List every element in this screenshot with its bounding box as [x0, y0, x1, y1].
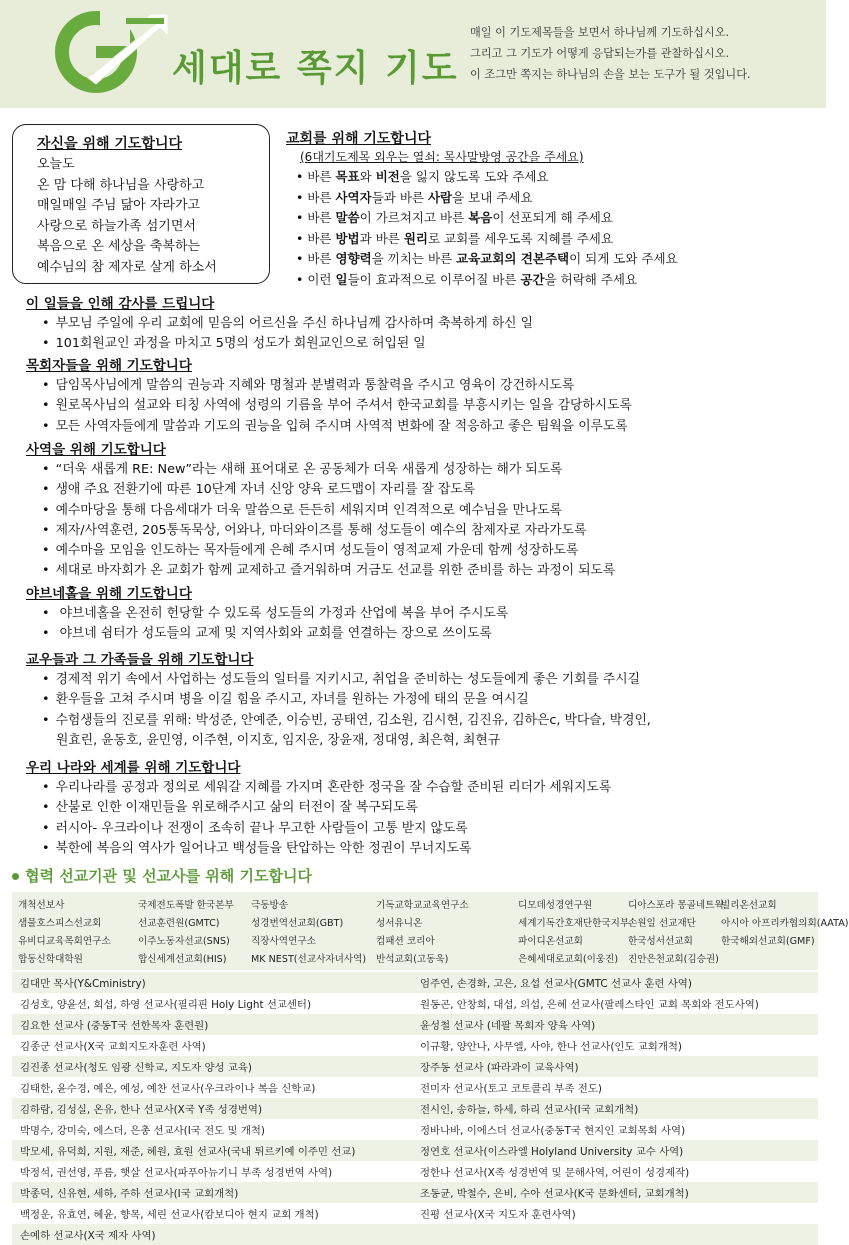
item-text: • 바른: [296, 230, 336, 246]
organization-name: 디아스포라 몽골네트웍: [628, 900, 724, 911]
organization-name: 한국성서선교회: [628, 936, 693, 947]
missionary-entry: 김태한, 윤수경, 예은, 예성, 예찬 선교사(우크라이나 복음 신학교): [20, 1083, 316, 1095]
mission-section: [12, 864, 849, 1245]
organization-name: 샘물호스피스선교회: [18, 918, 102, 929]
organization-name: 극동방송: [251, 900, 289, 911]
section-title: 야브네홀을 위해 기도합니다: [26, 586, 192, 602]
missionary-row: [12, 1035, 818, 1056]
section-item: • 경제적 위기 속에서 사업하는 성도들의 일터를 지키시고, 취업을 준비하는 성도들에게 좋은 기회를 주시길: [26, 670, 816, 690]
self-prayer-line: 복음으로 온 세상을 축복하는: [37, 239, 201, 254]
header-desc-line: 그리고 그 기도가 어떻게 응답되는가를 관찰하십시오.: [470, 47, 730, 60]
organization-name: 이주노동자선교(SNS): [138, 936, 230, 947]
section-item: • 예수마을 모임을 인도하는 목자들에게 은혜 주시며 성도들이 영적교제 가운데 함께 성장하도록: [26, 541, 816, 561]
item-text: 을 보내 주세요: [452, 189, 533, 205]
section-item-continued: 원효린, 윤동호, 윤민영, 이주현, 이지호, 임지운, 장윤재, 정대영, 최은혁, 최현규: [56, 732, 501, 748]
missionary-entry: 김종군 선교사(X국 교회지도자훈련 사역): [20, 1041, 206, 1053]
missionary-entry: 윤성철 선교사 (네팔 목회자 양육 사역): [420, 1020, 596, 1032]
missionary-entry: 이규황, 양안나, 사무엘, 사야, 한나 선교사(인도 교회개척): [420, 1041, 682, 1053]
members-section: [26, 650, 816, 751]
church-prayer-section: [286, 128, 816, 290]
missionary-entry: 정바나바, 이에스더 선교사(중동T국 현지인 교회목회 사역): [420, 1125, 686, 1137]
yavneh-section: [26, 584, 816, 645]
header-desc-line: 이 조그만 쪽지는 하나님의 손을 보는 도구가 될 것입니다.: [470, 68, 751, 81]
item-text: 들이 효과적으로 이루어질 바른: [347, 271, 521, 287]
section-item: • 예수마당을 통해 다음세대가 더욱 말씀으로 든든히 세워지며 인격적으로 예수님을 만나도록: [26, 501, 816, 521]
organization-name: 반석교회(고동욱): [376, 954, 449, 965]
missionary-entry: 정연호 선교사(이스라엘 Holyland University 교수 사역): [420, 1146, 684, 1158]
item-bold: 일: [335, 271, 348, 287]
section-item: • 북한에 복음의 역사가 일어나고 백성들을 탄압하는 악한 정권이 무너지도록: [26, 839, 816, 859]
item-text: 을 허락해 주세요: [544, 271, 638, 287]
missionary-list: [12, 972, 818, 1245]
organization-name: 파이디온선교회: [518, 936, 583, 947]
missionary-entry: 진평 선교사(X국 지도자 훈련사역): [420, 1209, 576, 1221]
ministry-section: [26, 440, 816, 582]
item-bold: 공간: [520, 271, 545, 287]
item-text: • 바른: [296, 251, 336, 266]
section-title: 교우들과 그 가족들을 위해 기도합니다: [26, 652, 254, 668]
thanks-section: [26, 294, 816, 355]
section-item: • 101회원교인 과정을 마치고 5명의 성도가 회원교인으로 허입된 일: [26, 334, 816, 354]
missionary-row: [12, 993, 818, 1014]
church-prayer-item: [286, 229, 816, 250]
organization-name: 은혜세대로교회(이웅진): [518, 954, 619, 965]
section-item: • “더욱 새롭게 RE: New”라는 새해 표어대로 온 공동체가 더욱 새롭게 성장하는 해가 되도록: [26, 460, 816, 480]
missionary-row: [12, 1077, 818, 1098]
missionary-entry: 김성호, 양윤선, 희섭, 하영 선교사(필리핀 Holy Light 선교센터): [20, 999, 312, 1011]
item-bold: 사람: [427, 189, 453, 205]
section-item: • 수험생들의 진로를 위해: 박성준, 안예준, 이승빈, 공태연, 김소원, 김시현, 김진유, 김하은c, 박다슬, 박경인,: [26, 711, 816, 731]
missionary-row: [12, 1119, 818, 1140]
nation-section: [26, 758, 816, 859]
organization-name: 아시아 아프리카협의회(AATA): [721, 918, 849, 929]
self-prayer-title: 자신을 위해 기도합니다: [37, 136, 182, 152]
missionary-entry: 전미자 선교사(토고 코토콜리 부족 전도): [420, 1083, 602, 1095]
church-prayer-item: [286, 249, 816, 270]
missionary-entry: 정한나 선교사(X족 성경번역 및 문해사역, 어린이 성경제작): [420, 1167, 690, 1179]
item-text: 이 선포되게 해 주세요: [492, 210, 613, 225]
missionary-entry: 김요한 선교사 (중동T국 선한목자 훈련원): [20, 1020, 209, 1032]
organization-name: 성서유니온: [376, 918, 423, 929]
item-bold: 원리: [403, 230, 428, 246]
section-item: • 야브네홀을 온전히 헌당할 수 있도록 성도들의 가정과 산업에 복을 부어 주시도록: [26, 604, 816, 624]
section-item: • 환우들을 고쳐 주시며 병을 이길 힘을 주시고, 자녀를 원하는 가정에 태의 문을 여시길: [26, 690, 816, 710]
organization-name: 성경번역선교회(GBT): [251, 918, 344, 929]
section-item: • 부모님 주일에 우리 교회에 믿음의 어르신을 주신 하나님께 감사하며 축복하게 하신 일: [26, 314, 816, 334]
missionary-entry: 박명수, 강미숙, 에스더, 은총 선교사(I국 전도 및 개척): [20, 1125, 265, 1137]
item-text: 이 가르쳐지고 바른: [359, 210, 469, 225]
organization-name: 디모데성경연구원: [518, 900, 593, 911]
self-prayer-box: [12, 124, 270, 284]
item-text: 로 교회를 세우도록 지혜를 주세요: [427, 230, 613, 246]
item-text: 이 되게 도와 주세요: [569, 251, 678, 266]
church-prayer-item: [286, 208, 816, 229]
organization-name: 진안은천교회(김승권): [628, 954, 719, 965]
missionary-row: [12, 972, 818, 993]
organization-name: 손원일 선교재단: [628, 918, 696, 929]
organization-name: 국제전도폭발 한국본부: [138, 900, 234, 911]
missionary-entry: 엄주연, 손경화, 고은, 요섭 선교사(GMTC 선교사 훈련 사역): [420, 978, 692, 990]
item-text: 을 잃지 않도록 도와 주세요: [399, 169, 549, 184]
church-prayer-key: (6대기도제목 외우는 열쇠: 목사말방영 공간을 주세요): [300, 150, 584, 164]
missionary-entry: 손예하 선교사(X국 제자 사역): [20, 1230, 156, 1242]
organization-name: 합동신학대학원: [18, 954, 83, 965]
item-bold: 비전: [375, 169, 400, 184]
missionary-entry: 박정석, 권선영, 푸름, 햇살 선교사(파푸아뉴기니 부족 성경번역 사역): [20, 1167, 333, 1179]
organization-name: 합신세계선교회(HIS): [138, 954, 227, 965]
header-banner: [0, 0, 826, 108]
item-text: 과 바른: [359, 230, 404, 246]
item-text: 와: [359, 169, 376, 184]
missionary-entry: 박종덕, 신유현, 세하, 주하 선교사(I국 교회개척): [20, 1188, 239, 1200]
section-title: 이 일들을 인해 감사를 드립니다: [26, 296, 215, 312]
section-item: • 모든 사역자들에게 말씀과 기도의 권능을 입혀 주시며 사역적 변화에 잘 적응하고 좋은 팀웍을 이루도록: [26, 417, 816, 437]
section-item: • 제자/사역훈련, 205통독묵상, 어와나, 마더와이즈를 통해 성도들이 예수의 참제자로 자라가도록: [26, 521, 816, 541]
item-bold: 복음: [468, 210, 493, 225]
section-item: • 생애 주요 전환기에 따른 10단계 자녀 신앙 양육 로드맵이 자리를 잘 잡도록: [26, 480, 816, 500]
item-text: 들과 바른: [371, 189, 428, 205]
organization-name: 직장사역연구소: [251, 936, 316, 947]
mission-title: [12, 864, 818, 888]
pastors-section: [26, 356, 816, 437]
section-item: • 산불로 인한 이재민들을 위로해주시고 삶의 터전이 잘 복구되도록: [26, 798, 816, 818]
self-prayer-line: 온 맘 다해 하나님을 사랑하고: [37, 177, 205, 193]
organization-name: 컴패션 코리아: [376, 936, 435, 947]
organization-name: MK NEST(선교사자녀사역): [251, 954, 367, 965]
missionary-row: [12, 1014, 818, 1035]
logo-g-arrow-icon: [40, 8, 170, 94]
organization-row: [18, 895, 812, 913]
organization-row: [18, 931, 815, 949]
self-prayer-line: 사랑으로 하늘가족 섬기면서: [37, 218, 196, 234]
organization-name: 기독교학교교육연구소: [376, 900, 469, 911]
organization-name: 유비디교육목회연구소: [18, 936, 111, 947]
item-bold: 교육교회의 견본주택: [456, 251, 570, 266]
organization-name: 선교훈련원(GMTC): [138, 918, 220, 929]
item-bold: 목표: [335, 169, 360, 184]
section-title: 우리 나라와 세계를 위해 기도합니다: [26, 760, 241, 776]
missionary-entry: 김하람, 김성실, 온유, 한나 선교사(X국 Y족 성경번역): [20, 1104, 263, 1116]
mission-title-text: 협력 선교기관 및 선교사를 위해 기도합니다: [25, 867, 312, 885]
missionary-entry: 백정운, 유효연, 혜윤, 향목, 세린 선교사(캄보디아 현지 교회 개척): [20, 1209, 319, 1221]
organization-name: 한국해외선교회(GMF): [721, 936, 815, 947]
item-bold: 방법: [335, 230, 360, 246]
missionary-entry: 박모세, 유덕희, 지원, 재준, 혜원, 효원 선교사(국내 튀르키예 이주민 선교): [20, 1146, 356, 1158]
bullet-dot-icon: [12, 873, 19, 880]
section-item: • 원로목사님의 설교와 티칭 사역에 성령의 기름을 부어 주셔서 한국교회를 부흥시키는 일을 감당하시도록: [26, 396, 816, 416]
item-text: • 이런: [296, 271, 336, 287]
item-text: • 바른: [296, 210, 336, 225]
section-title: 목회자들을 위해 기도합니다: [26, 358, 192, 374]
missionary-row: [12, 1203, 818, 1224]
missionary-entry: 원동곤, 안창희, 대섭, 의섭, 은혜 선교사(팔레스타인 교회 목회와 전도사역): [420, 999, 759, 1011]
missionary-entry: 김진종 선교사(청도 임광 신학교, 지도자 양성 교육): [20, 1062, 252, 1074]
organization-name: 세계기독간호재단한국지부: [518, 918, 630, 929]
section-item: • 야브네 쉼터가 성도들의 교제 및 지역사회와 교회를 연결하는 장으로 쓰이도록: [26, 624, 816, 644]
missionary-row: [12, 1098, 818, 1119]
item-text: • 바른: [296, 169, 336, 184]
organization-name: 빌리온선교회: [721, 900, 777, 911]
item-bold: 사역자: [335, 189, 372, 205]
missionary-entry: 김대만 목사(Y&Cministry): [20, 978, 146, 990]
church-prayer-item: [286, 188, 816, 209]
header-desc-line: 매일 이 기도제목들을 보면서 하나님께 기도하십시오.: [470, 26, 730, 39]
church-prayer-item: [286, 270, 816, 291]
organization-row: [18, 949, 812, 967]
church-prayer-item: [286, 167, 816, 188]
missionary-row: [12, 1161, 818, 1182]
missionary-row: [12, 1224, 818, 1245]
section-item: • 러시아- 우크라이나 전쟁이 조속히 끝나 무고한 사람들이 고통 받지 않도록: [26, 819, 816, 839]
section-title: 사역을 위해 기도합니다: [26, 442, 166, 458]
section-item: • 담임목사님에게 말씀의 권능과 지혜와 명철과 분별력과 통찰력을 주시고 영육이 강건하시도록: [26, 376, 816, 396]
self-prayer-line: 예수님의 참 제자로 살게 하소서: [37, 259, 217, 275]
brand-title: 세대로 쪽지 기도: [172, 48, 459, 89]
missionary-row: [12, 1182, 818, 1203]
missionary-entry: 조동균, 박철수, 은비, 수아 선교사(K국 문화센터, 교회개척): [420, 1188, 689, 1200]
organization-grid: [12, 892, 849, 970]
self-prayer-line: 오늘도: [37, 157, 75, 172]
item-bold: 영향력: [335, 251, 372, 266]
missionary-row: [12, 1056, 818, 1077]
organization-row: [18, 913, 849, 931]
organization-name: 개척선보사: [18, 900, 65, 911]
section-item: • 세대로 바자회가 온 교회가 함께 교제하고 즐거워하며 거금도 선교를 위한 준비를 하는 과정이 되도록: [26, 561, 816, 581]
section-item: • 우리나라를 공정과 정의로 세워갈 지혜를 가지며 혼란한 정국을 잘 수습할 준비된 리더가 세워지도록: [26, 778, 816, 798]
missionary-entry: 전시인, 송하늘, 하세, 하리 선교사(I국 교회개척): [420, 1104, 639, 1116]
self-prayer-line: 매일매일 주님 닮아 자라가고: [37, 198, 201, 213]
missionary-row: [12, 1140, 818, 1161]
item-bold: 말씀: [335, 210, 360, 225]
item-text: • 바른: [296, 189, 336, 205]
church-prayer-title: 교회를 위해 기도합니다: [286, 131, 431, 147]
missionary-entry: 장주동 선교사 (파라과이 교육사역): [420, 1062, 579, 1074]
item-text: 을 끼치는 바른: [371, 251, 457, 266]
header-description: [470, 22, 820, 85]
